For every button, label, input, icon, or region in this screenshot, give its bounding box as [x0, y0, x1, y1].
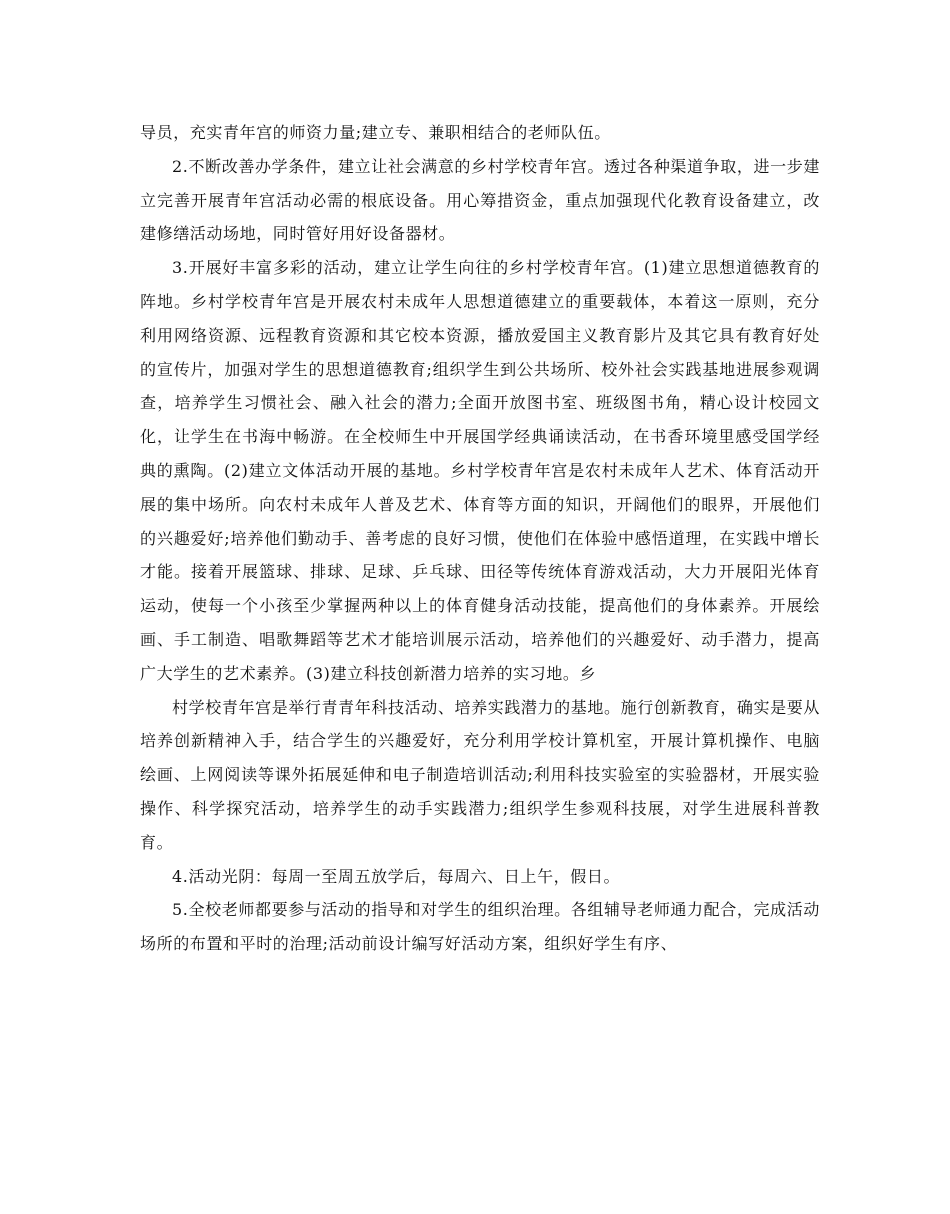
paragraph-item-4-schedule: 4.活动光阴：每周一至周五放学后，每周六、日上午，假日。	[172, 866, 621, 886]
document-body	[140, 116, 820, 961]
paragraph-item-2-facilities: 2.不断改善办学条件，建立让社会满意的乡村学校青年宫。透过各种渠道争取，进一步建立完善开展青年宫活动必需的根底设备。用心筹措资金，重点加强现代化教育设备建立，改建修缮活动场地，同时管好用好设备器材。	[140, 156, 820, 244]
paragraph-continued-staffing: 导员，充实青年宫的师资力量;建立专、兼职相结合的老师队伍。	[140, 123, 611, 142]
paragraph-item-3-technology: 村学校青年宫是举行青青年科技活动、培养实践潜力的基地。施行创新教育，确实是要从培养创新精神入手，结合学生的兴趣爱好，充分利用学校计算机室，开展计算机操作、电脑绘画、上网阅读等课外拓展延伸和电子制造培训活动;利用科技实验室的实验器材，开展实验操作、科学探究活动，培养学生的动手实践潜力;组织学生参观科技展，对学生进展科普教育。	[140, 697, 820, 852]
paragraph-item-3-activities: 3.开展好丰富多彩的活动，建立让学生向往的乡村学校青年宫。(1)建立思想道德教育的阵地。乡村学校青年宫是开展农村未成年人思想道德建立的重要载体，本着这一原则，充分利用网络资源、远程教育资源和其它校本资源，播放爱国主义教育影片及其它具有教育好处的宣传片，加强对学生的思想道德教育;组织学生到公共场所、校外社会实践基地进展参观调查，培养学生习惯社会、融入社会的潜力;全面开放图书室、班级图书角，精心设计校园文化，让学生在书海中畅游。在全校师生中开展国学经典诵读活动，在书香环境里感受国学经典的熏陶。(2)建立文体活动开展的基地。乡村学校青年宫是农村未成年人艺术、体育活动开展的集中场所。向农村未成年人普及艺术、体育等方面的知识，开阔他们的眼界，开展他们的兴趣爱好;培养他们勤动手、善考虑的良好习惯，使他们在体验中感悟道理，在实践中增长才能。接着开展篮球、排球、足球、乒乓球、田径等传统体育游戏活动，大力开展阳光体育运动，使每一个小孩至少掌握两种以上的体育健身活动技能，提高他们的身体素养。开展绘画、手工制造、唱歌舞蹈等艺术才能培训展示活动，培养他们的兴趣爱好、动手潜力，提高广大学生的艺术素养。(3)建立科技创新潜力培养的实习地。乡	[140, 258, 820, 683]
paragraph-item-5-teachers: 5.全校老师都要参与活动的指导和对学生的组织治理。各组辅导老师通力配合，完成活动场所的布置和平时的治理;活动前设计编写好活动方案，组织好学生有序、	[140, 900, 820, 954]
